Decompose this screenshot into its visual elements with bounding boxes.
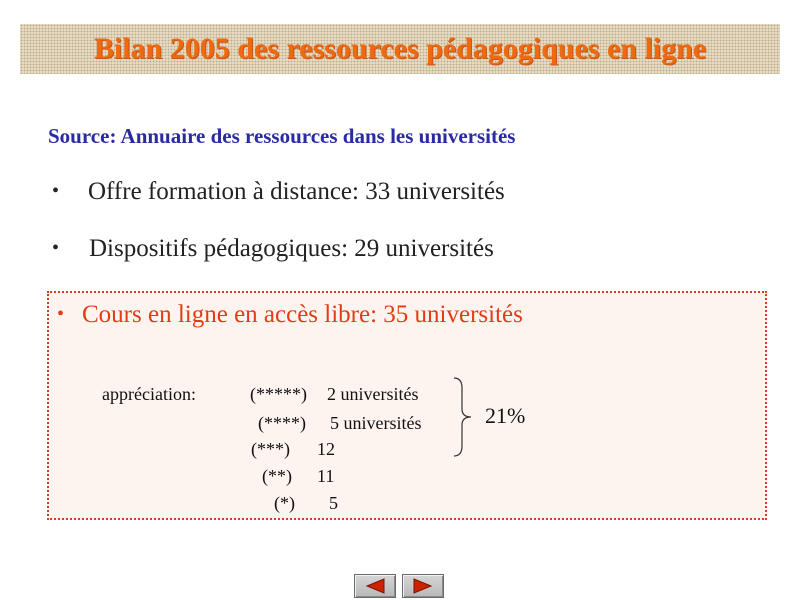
rating-stars: (*****) — [250, 384, 307, 404]
rating-value: 5 — [329, 493, 338, 513]
title-banner — [20, 24, 780, 74]
next-slide-button[interactable] — [402, 574, 444, 598]
bullet-dot: • — [52, 180, 60, 202]
rating-value: 5 universités — [330, 413, 422, 433]
rating-value: 11 — [317, 466, 335, 486]
highlight-heading: Cours en ligne en accès libre: 35 universités — [82, 301, 523, 328]
rating-stars: (*) — [274, 493, 295, 513]
source-line: Source: Annuaire des ressources dans les universités — [48, 124, 516, 148]
bullet-text: Offre formation à distance: 33 universités — [88, 178, 505, 205]
triangle-right-icon — [412, 578, 434, 594]
group-percentage: 21% — [485, 403, 526, 428]
highlight-box — [47, 291, 767, 520]
rating-stars: (**) — [262, 466, 292, 486]
triangle-left-icon — [364, 578, 386, 594]
appreciation-label: appréciation: — [102, 384, 196, 404]
rating-stars: (****) — [258, 413, 306, 433]
bullet-dot: • — [57, 303, 65, 325]
bullet-text: Dispositifs pédagogiques: 29 universités — [89, 235, 494, 262]
previous-slide-button[interactable] — [354, 574, 396, 598]
rating-value: 2 universités — [327, 384, 419, 404]
right-brace-icon — [452, 376, 474, 458]
rating-stars: (***) — [251, 439, 290, 459]
rating-value: 12 — [317, 439, 335, 459]
slide-title: Bilan 2005 des ressources pédagogiques en ligne — [93, 32, 707, 65]
bullet-dot: • — [52, 237, 60, 259]
